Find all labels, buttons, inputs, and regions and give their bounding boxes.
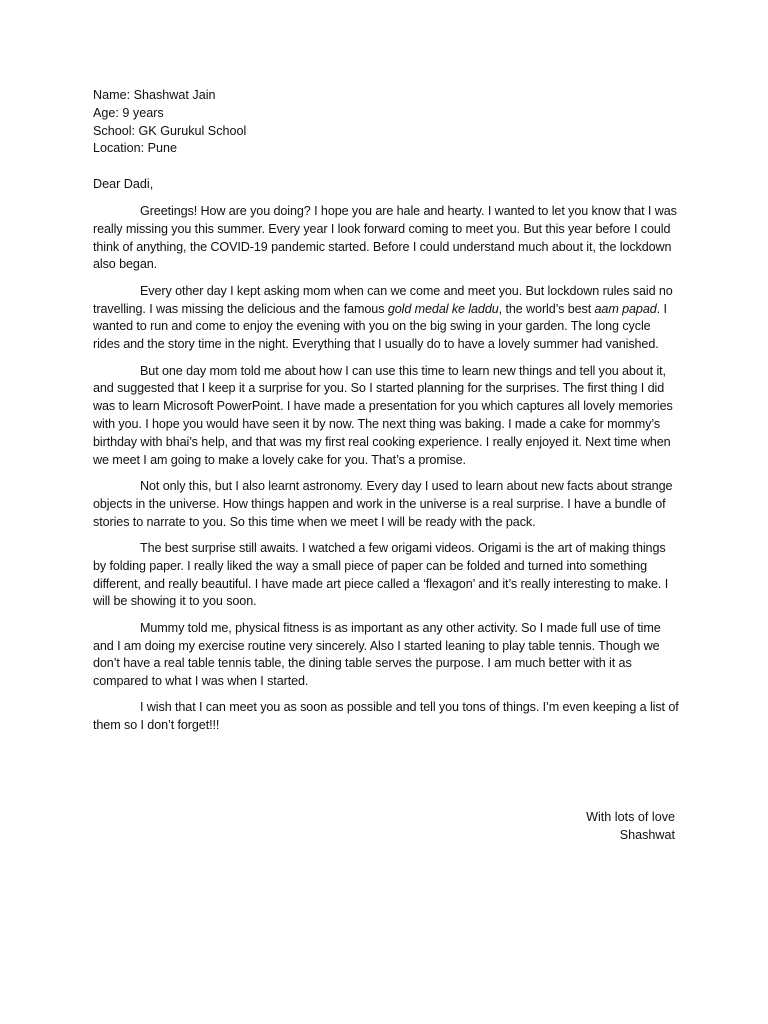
text-run: I wish that I can meet you as soon as possible and tell you tons of things. I’m even keeping a list of them so I don’t forget!!!: [93, 700, 679, 733]
body-paragraph: [93, 283, 679, 354]
body-paragraph: [93, 699, 679, 735]
text-run: But one day mom told me about how I can use this time to learn new things and tell you about it, and suggested that I keep it a surprise for you. So I started planning for the surprises. The first thing I did was to learn Microsoft PowerPoint. I have made a presentation for you which captures all lovely memories with you. I hope you would have seen it by now. The next thing was baking. I made a cake for mommy’s birthday with bhai’s help, and that was my first real cooking experience. I really enjoyed it. Next time when we meet I am going to make a lovely cake for you. That’s a promise.: [93, 363, 673, 467]
text-run: The best surprise still awaits. I watched a few origami videos. Origami is the art of making things by folding paper. I really liked the way a small piece of paper can be folded and turned into something different, and really beautiful. I have made art piece called a ‘flexagon’ and it’s really interesting to make. I will be showing it to you soon.: [93, 540, 669, 609]
text-run: , the world’s best: [498, 301, 595, 316]
age-line: Age: 9 years: [93, 105, 164, 120]
italic-phrase: aam papad: [594, 301, 657, 316]
body-paragraph: [93, 540, 679, 611]
text-run: . I wanted to run and come to enjoy the evening with you on the big swing in your garden. The long cycle rides and the story time in the night. Everything that I usually do to have a lovely summer had vanished.: [93, 301, 667, 352]
letter-header: [93, 87, 246, 158]
letter-body: [93, 203, 679, 744]
italic-phrase: gold medal ke laddu: [387, 301, 499, 316]
salutation: Dear Dadi,: [93, 177, 154, 191]
text-run: Every other day I kept asking mom when can we come and meet you. But lockdown rules said no travelling. I was missing the delicious and the famous: [93, 283, 673, 316]
body-paragraph: [93, 203, 679, 274]
body-paragraph: [93, 363, 679, 470]
school-line: School: GK Gurukul School: [93, 123, 247, 138]
closing-line: With lots of love: [586, 810, 675, 824]
location-line: Location: Pune: [93, 141, 178, 156]
name-line: Name: Shashwat Jain: [93, 88, 216, 102]
signature-name: Shashwat: [619, 827, 675, 842]
text-run: Greetings! How are you doing? I hope you are hale and hearty. I wanted to let you know that I was really missing you this summer. Every year I look forward coming to meet you. But this year before I could think of anything, the COVID-19 pandemic started. Before I could understand much about it, the lockdown also began.: [93, 204, 677, 272]
text-run: Not only this, but I also learnt astronomy. Every day I used to learn about new facts about strange objects in the universe. How things happen and work in the universe is a real surprise. I have a bundle of stories to narrate to you. So this time when we meet I will be ready with the pack.: [93, 478, 673, 529]
letter-closing: [586, 809, 675, 845]
text-run: Mummy told me, physical fitness is as important as any other activity. So I made full use of time and I am doing my exercise routine very sincerely. Also I started leaning to play table tennis. Though we don’t have a real table tennis table, the dining table serves the purpose. I am much better with it as compared to what I was when I started.: [93, 620, 661, 689]
body-paragraph: [93, 478, 679, 531]
body-paragraph: [93, 620, 679, 691]
